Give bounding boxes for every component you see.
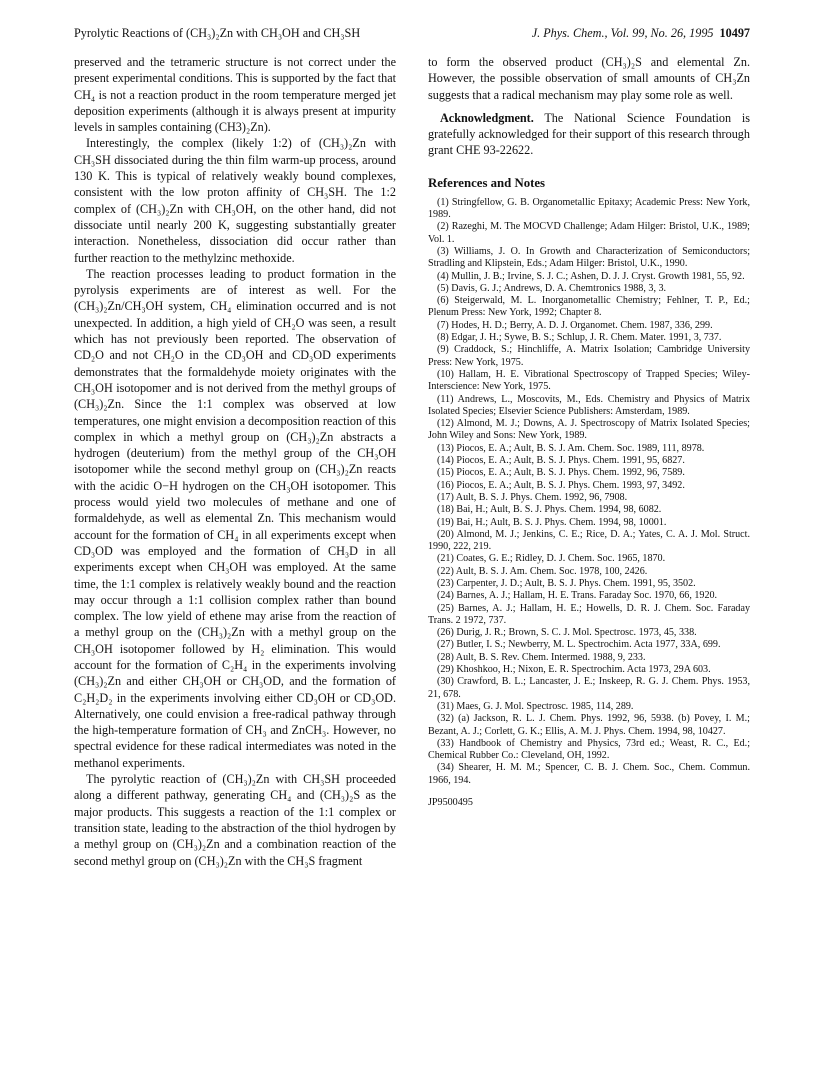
reference-item: (7) Hodes, H. D.; Berry, A. D. J. Organomet. Chem. 1987, 336, 299. xyxy=(437,319,713,331)
reference-item: (13) Piocos, E. A.; Ault, B. S. J. Am. Chem. Soc. 1989, 111, 8978. xyxy=(437,442,705,454)
reference-item: (16) Piocos, E. A.; Ault, B. S. J. Phys. Chem. 1993, 97, 3492. xyxy=(437,479,685,491)
reference-item: (17) Ault, B. S. J. Phys. Chem. 1992, 96, 7908. xyxy=(437,491,628,503)
reference-item: (34) Shearer, H. M. M.; Spencer, C. B. J. Chem. Soc., Chem. Commun. 1966, 194. xyxy=(428,762,750,786)
reference-item: (2) Razeghi, M. The MOCVD Challenge; Adam Hilger: Bristol, U.K., 1989; Vol. 1. xyxy=(428,221,750,245)
paragraph-2: Interestingly, the complex (likely 1:2) of (CH₃)₂Zn with CH₃SH dissociated during the thin film warm-up process, around 130 K. This is typical of relatively weakly bound complexes, consistent with the low proton affinity of CH₃SH. The 1:2 complex of (CH₃)₂Zn with CH₃OH, on the other hand, did not dissociate until nearly 200 K, suggesting substantially greater interaction. Nonetheless, dissociation did occur rather than further reaction to the methylzinc methoxide. xyxy=(74,136,396,265)
reference-item: (31) Maes, G. J. Mol. Spectrosc. 1985, 114, 289. xyxy=(437,700,634,712)
journal-name: J. Phys. Chem., Vol. 99, No. 26, 1995 xyxy=(531,26,714,40)
reference-item: (1) Stringfellow, G. B. Organometallic Epitaxy; Academic Press: New York, 1989. xyxy=(428,196,750,221)
references-heading: References and Notes xyxy=(428,175,546,190)
reference-item: (10) Hallam, H. E. Vibrational Spectroscopy of Trapped Species; Wiley-Interscience: New York, 1975. xyxy=(428,368,750,393)
paragraph-1: preserved and the tetrameric structure is not correct under the present experimental conditions. This is supported by the fact that CH₄ is not a reaction product in the room temperature merged jet deposition experiments (although it is always present at impurity levels in samples containing (CH3)₂Zn). xyxy=(74,55,396,135)
left-column xyxy=(74,54,396,869)
reference-item: (6) Steigerwald, M. L. Inorganometallic Chemistry; Fehlner, T. P., Ed.; Plenum Press: New York, 1992; Chapter 8. xyxy=(428,295,750,319)
reference-item: (21) Coates, G. E.; Ridley, D. J. Chem. Soc. 1965, 1870. xyxy=(437,553,666,565)
reference-item: (9) Craddock, S.; Hinchliffe, A. Matrix Isolation; Cambridge University Press: New York, 1975. xyxy=(428,344,750,368)
reference-item: (19) Bai, H.; Ault, B. S. J. Phys. Chem. 1994, 98, 10001. xyxy=(437,516,667,528)
reference-item: (14) Piocos, E. A.; Ault, B. S. J. Phys. Chem. 1991, 95, 6827. xyxy=(437,455,685,467)
reference-item: (15) Piocos, E. A.; Ault, B. S. J. Phys. Chem. 1992, 96, 7589. xyxy=(437,467,685,479)
reference-item: (5) Davis, G. J.; Andrews, D. A. Chemtronics 1988, 3, 3. xyxy=(437,282,667,294)
journal-citation xyxy=(532,26,750,41)
reference-item: (25) Barnes, A. J.; Hallam, H. E.; Howells, D. R. J. Chem. Soc. Faraday Trans. 2 1972, 737. xyxy=(428,602,750,626)
acknowledgment-text: The National Science Foundation is gratefully acknowledged for their support of this research through grant CHE 93-22622. xyxy=(428,110,750,158)
right-column xyxy=(428,54,750,808)
paragraph-continuation: to form the observed product (CH₃)₂S and elemental Zn. However, the possible observation of small amounts of CH₃Zn suggests that a radical mechanism may play some role as well. xyxy=(428,55,750,102)
acknowledgment-heading: Acknowledgment. xyxy=(440,110,534,125)
manuscript-code: JP9500495 xyxy=(428,797,473,809)
reference-item: (23) Carpenter, J. D.; Ault, B. S. J. Phys. Chem. 1991, 95, 3502. xyxy=(437,577,696,589)
reference-item: (18) Bai, H.; Ault, B. S. J. Phys. Chem. 1994, 98, 6082. xyxy=(437,504,662,516)
reference-item: (11) Andrews, L., Moscovits, M., Eds. Chemistry and Physics of Matrix Isolated Species; Elsevier Science Publishers: Amsterdam, 1989. xyxy=(428,393,750,417)
reference-item: (24) Barnes, A. J.; Hallam, H. E. Trans. Faraday Soc. 1970, 66, 1920. xyxy=(437,590,718,602)
reference-item: (32) (a) Jackson, R. L. J. Chem. Phys. 1992, 96, 5938. (b) Povey, I. M.; Bezant, A. J.; Corlett, G. K.; Ellis, A. M. J. Phys. Chem. 1994, 98, 10427. xyxy=(428,713,750,737)
reference-item: (26) Durig, J. R.; Brown, S. C. J. Mol. Spectrosc. 1973, 45, 338. xyxy=(437,627,697,639)
reference-list xyxy=(428,197,750,787)
reference-item: (28) Ault, B. S. Rev. Chem. Intermed. 1988, 9, 233. xyxy=(437,651,646,663)
reference-item: (4) Mullin, J. B.; Irvine, S. J. C.; Ashen, D. J. J. Cryst. Growth 1981, 55, 92. xyxy=(437,270,745,282)
paragraph-4: The pyrolytic reaction of (CH₃)₂Zn with CH₃SH proceeded along a different pathway, generating CH₄ and (CH₃)₂S as the major products. This suggests a reaction of the 1:1 complex or transition state, leading to the abstraction of the thiol hydrogen by a methyl group on (CH₃)₂Zn and a combination reaction of the second methyl group on (CH₃)₂Zn with the CH₃S fragment xyxy=(74,772,396,868)
page-number: 10497 xyxy=(719,26,750,40)
paragraph-3: The reaction processes leading to product formation in the pyrolysis experiments are of interest as well. For the (CH₃)₂Zn/CH₃OH system, CH₄ elimination occurred and is not unexpected. In addition, a high yield of CH₂O was seen, a result which has not previously been reported. The observation of CD₂O and not CH₂O in the CD₃OH and CD₃OD experiments demonstrates that the formaldehyde moiety originates with the CH₃OH isotopomer and is not derived from the methyl groups of (CH₃)₂Zn. Since the 1:1 complex was observed at low temperatures, one might envision a decomposition reaction of this complex in which a methyl group on (CH₃)₂Zn abstracts a hydrogen (deuterium) from the methyl group of the CH₃OH isotopomer while the second methyl group on (CH₃)₂Zn reacts with the acidic O−H hydrogen on the CH₃OH isotopomer. This process would yield two molecules of methane and one of formaldehyde, as well as elemental Zn. This mechanism would account for the formation of CH₄ in all experiments except when CD₃OD was employed and the formation of CH₃D in all experiments except when CH₃OH was employed. At the same time, the 1:1 complex is relatively weakly bound and the reaction may occur through a 1:1 collision complex rather than bound complex. The low yield of ethene may arise from the reaction of a methyl group on the (CH₃)₂Zn with a methyl group on the CH₃OH isotopomer followed by H₂ elimination. This would account for the formation of C₂H₄ in the experiments involving (CH₃)₂Zn and either CH₃OH or CH₃OD, and the formation of C₂H₂D₂ in the experiments involving either CD₃OH or CD₃OD. Alternatively, one could envision a free-radical pathway through the high-temperature formation of CH₃ and ZnCH₃. However, no spectral evidence for these radical intermediates was noted in the methanol experiments. xyxy=(74,266,396,770)
reference-item: (30) Crawford, B. L.; Lancaster, J. E.; Inskeep, R. G. J. Chem. Phys. 1953, 21, 678. xyxy=(428,676,750,700)
reference-item: (20) Almond, M. J.; Jenkins, C. E.; Rice, D. A.; Yates, C. A. J. Mol. Struct. 1990, 222, 219. xyxy=(428,528,750,553)
reference-item: (33) Handbook of Chemistry and Physics, 73rd ed.; Weast, R. C., Ed.; Chemical Rubber Co.: Cleveland, OH, 1992. xyxy=(428,737,750,762)
reference-item: (3) Williams, J. O. In Growth and Characterization of Semiconductors; Stradling and Klipstein, Eds.; Adam Hilger: Bristol, U.K., 1990. xyxy=(428,245,750,270)
reference-item: (12) Almond, M. J.; Downs, A. J. Spectroscopy of Matrix Isolated Species; John Wiley and Sons: New York, 1989. xyxy=(428,418,750,442)
reference-item: (29) Khoshkoo, H.; Nixon, E. R. Spectrochim. Acta 1973, 29A 603. xyxy=(437,664,711,676)
reference-item: (8) Edgar, J. H.; Sywe, B. S.; Schlup, J. R. Chem. Mater. 1991, 3, 737. xyxy=(437,332,722,344)
acknowledgment xyxy=(428,110,750,159)
running-title: Pyrolytic Reactions of (CH₃)₂Zn with CH₃OH and CH₃SH xyxy=(74,26,361,40)
reference-item: (27) Butler, I. S.; Newberry, M. L. Spectrochim. Acta 1977, 33A, 699. xyxy=(437,639,721,651)
reference-item: (22) Ault, B. S. J. Am. Chem. Soc. 1978, 100, 2426. xyxy=(437,565,648,577)
running-header xyxy=(74,26,750,44)
